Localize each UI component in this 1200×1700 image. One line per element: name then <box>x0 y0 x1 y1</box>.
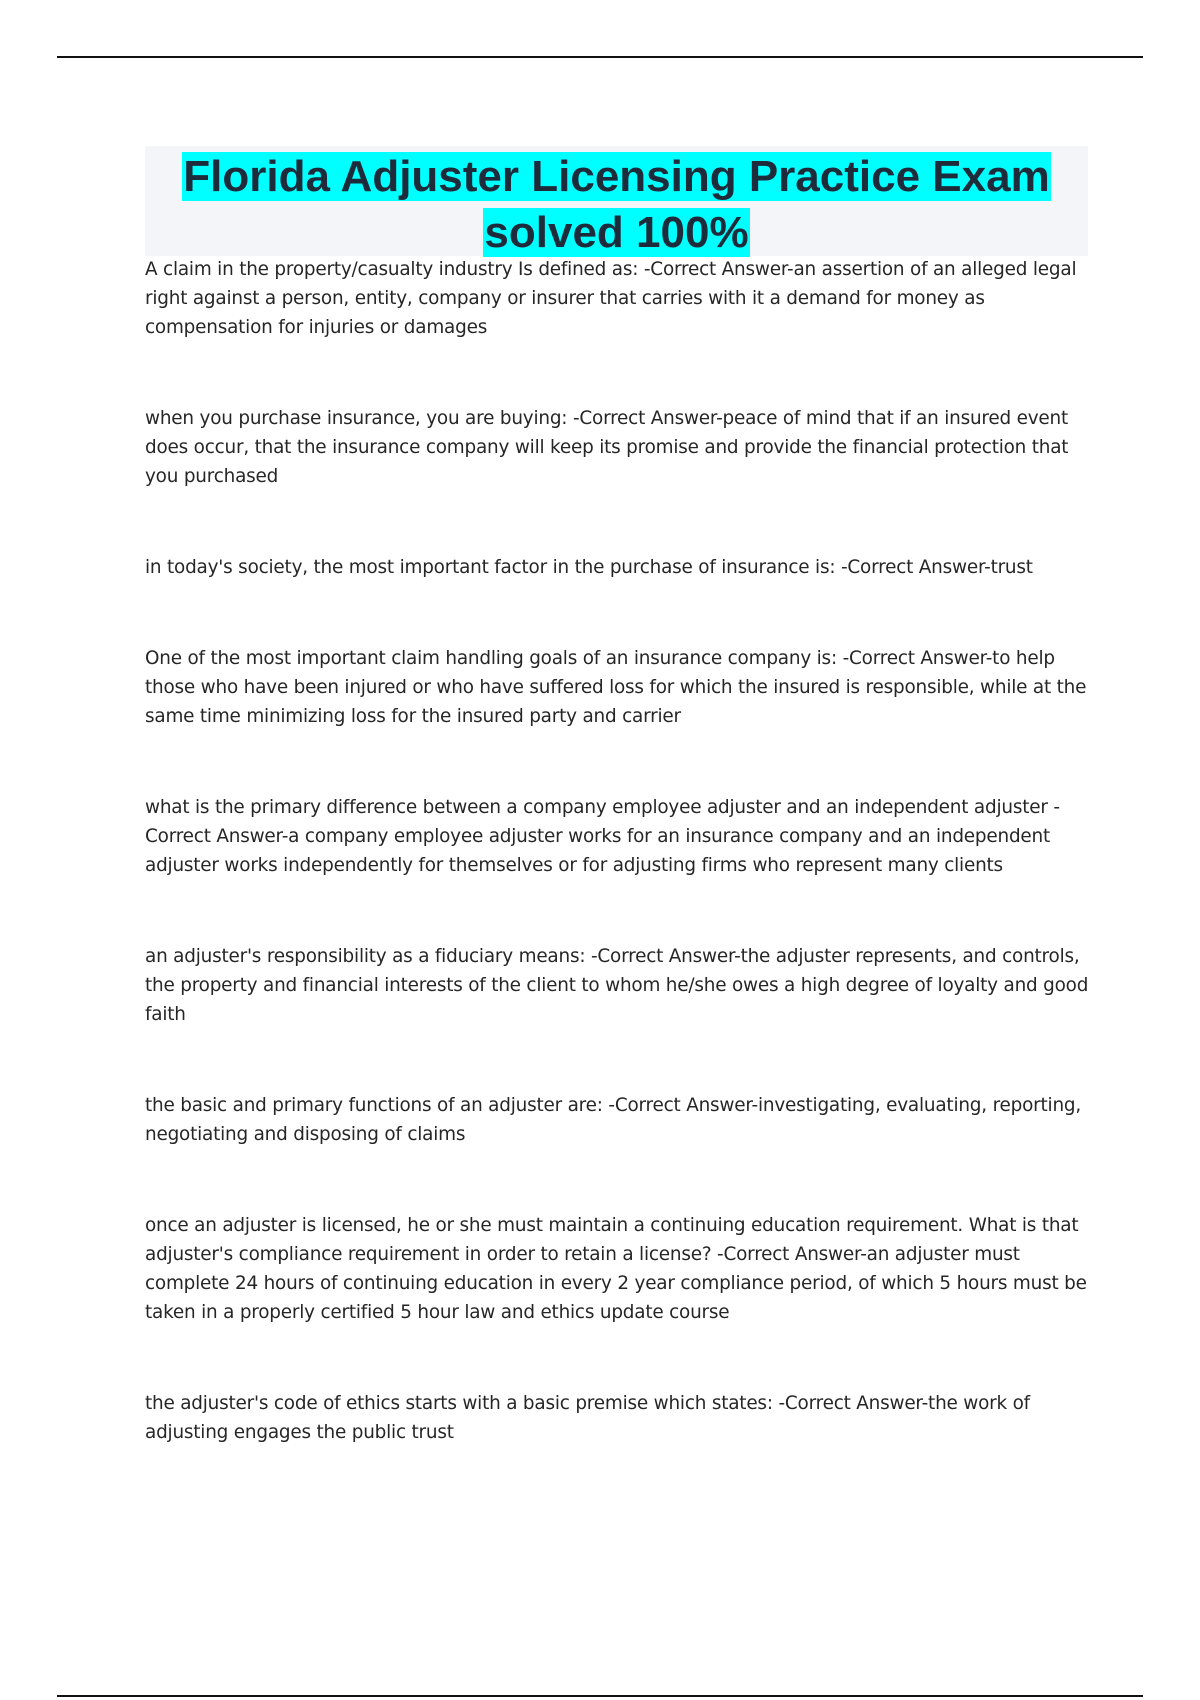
qa-item-2: when you purchase insurance, you are buying: -Correct Answer-peace of mind that if an insured event does occur, that the insurance company will keep its promise and provide the financial protection that you purchased <box>145 408 1069 487</box>
qa-item-7: the basic and primary functions of an adjuster are: -Correct Answer-investigating, evaluating, reporting, negotiating and disposing of claims <box>145 1095 1082 1145</box>
qa-item-1: A claim in the property/casualty industry Is defined as: -Correct Answer-an assertion of an alleged legal right against a person, entity, company or insurer that carries with it a demand for money as compensation for injuries or damages <box>145 259 1077 338</box>
qa-item-3: in today's society, the most important factor in the purchase of insurance is: -Correct Answer-trust <box>145 557 1033 578</box>
bottom-rule <box>57 1695 1143 1697</box>
qa-item-8: once an adjuster is licensed, he or she must maintain a continuing education requirement. What is that adjuster's compliance requirement in order to retain a license? -Correct Answer-an adjuster must complete 24 hours of continuing education in every 2 year compliance period, of which 5 hours must be taken in a properly certified 5 hour law and ethics update course <box>145 1215 1087 1323</box>
qa-item-9: the adjuster's code of ethics starts with a basic premise which states: -Correct Answer-the work of adjusting engages the public trust <box>145 1393 1030 1443</box>
document-title <box>145 146 1088 261</box>
qa-item-4: One of the most important claim handling goals of an insurance company is: -Correct Answer-to help those who have been injured or who have suffered loss for which the insured is responsible, while at the same time minimizing loss for the insured party and carrier <box>145 648 1087 727</box>
qa-item-5: what is the primary difference between a company employee adjuster and an independent adjuster -Correct Answer-a company employee adjuster works for an insurance company and an independent adjuster works independently for themselves or for adjusting firms who represent many clients <box>145 797 1060 876</box>
top-rule <box>57 56 1143 58</box>
qa-item-6: an adjuster's responsibility as a fiduciary means: -Correct Answer-the adjuster represents, and controls, the property and financial interests of the client to whom he/she owes a high degree of loyalty and good faith <box>145 946 1089 1025</box>
title-highlight: Florida Adjuster Licensing Practice Exam solved 100% <box>183 152 1050 257</box>
title-box <box>145 146 1088 256</box>
qa-list <box>145 255 1095 1447</box>
